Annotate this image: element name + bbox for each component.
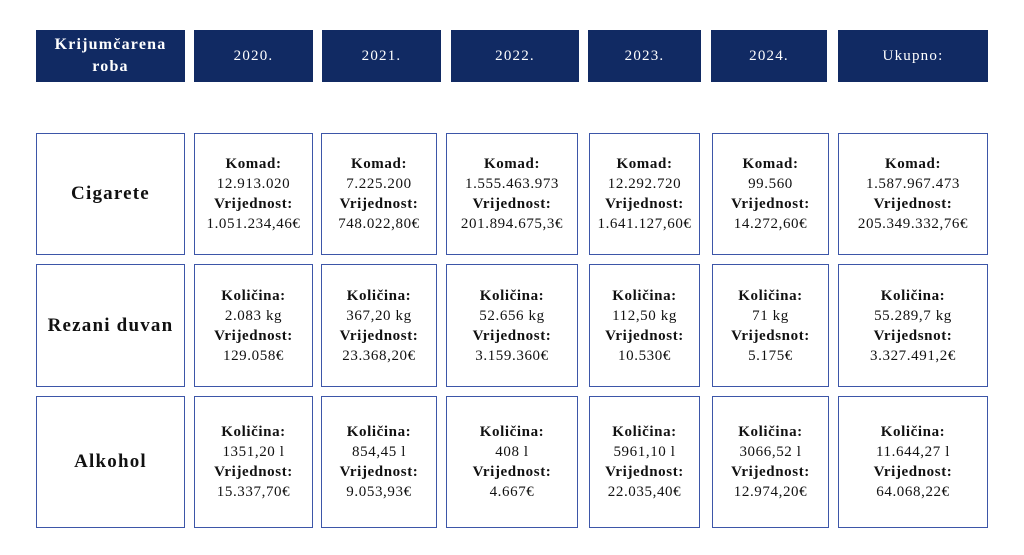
cell-label-value: Vrijednost: — [339, 327, 419, 344]
cell-label-value: Vrijednost: — [472, 196, 552, 212]
cell-quantity-value: 1.555.463.973 — [464, 176, 560, 192]
row-label: Rezani duvan — [36, 264, 185, 387]
cell-label-value: Vrijednost: — [339, 196, 419, 212]
cell-quantity-value: 11.644,27 l — [876, 444, 950, 460]
table-cell — [589, 396, 700, 528]
table-cell — [589, 264, 700, 387]
cell-value: 201.894.675,3€ — [460, 216, 564, 232]
cell-label-quantity: Količina: — [880, 287, 946, 304]
cell-label-value: Vrijednost: — [472, 464, 552, 480]
cell-label-quantity: Količina: — [612, 424, 677, 440]
cell-label-value: Vrijednost: — [339, 464, 419, 480]
cell-quantity-value: 2.083 kg — [224, 307, 283, 324]
table-cell — [712, 396, 829, 528]
cell-value: 10.530€ — [618, 347, 671, 364]
cell-value: 15.337,70€ — [216, 484, 291, 500]
cell-label-value: Vrijednost: — [605, 327, 684, 344]
table-cell — [446, 396, 578, 528]
table-cell — [194, 133, 313, 255]
cell-label-quantity: Komad: — [884, 156, 942, 172]
cell-value: 748.022,80€ — [338, 216, 420, 232]
table-cell — [194, 396, 313, 528]
table-cell — [321, 396, 437, 528]
table-cell — [321, 133, 437, 255]
cell-quantity-value: 112,50 kg — [612, 307, 677, 324]
header-goods: Krijumčarena roba — [36, 30, 185, 82]
cell-label-quantity: Komad: — [616, 156, 673, 172]
cell-quantity-value: 367,20 kg — [346, 307, 412, 324]
cell-quantity-value: 3066,52 l — [739, 444, 802, 460]
header-col-2: 2021. — [322, 30, 441, 82]
cell-label-quantity: Komad: — [225, 156, 282, 172]
header-col-6: Ukupno: — [838, 30, 988, 82]
cell-value: 3.159.360€ — [475, 347, 549, 364]
cell-value: 64.068,22€ — [876, 484, 950, 500]
header-col-1: 2020. — [194, 30, 313, 82]
header-col-3: 2022. — [451, 30, 579, 82]
cell-value: 14.272,60€ — [733, 216, 808, 232]
cell-value: 12.974,20€ — [733, 484, 808, 500]
cell-value: 1.051.234,46€ — [206, 216, 301, 232]
cell-label-quantity: Komad: — [742, 156, 799, 172]
cell-label-quantity: Količina: — [738, 287, 803, 304]
table-cell — [446, 133, 578, 255]
cell-label-value: Vrijednost: — [214, 196, 293, 212]
table-cell — [712, 264, 829, 387]
cell-label-quantity: Količina: — [479, 287, 545, 304]
cell-quantity-value: 854,45 l — [352, 444, 406, 460]
cell-label-quantity: Količina: — [612, 287, 677, 304]
cell-quantity-value: 12.913.020 — [216, 176, 291, 192]
cell-label-value: Vrijedsnot: — [873, 327, 953, 344]
cell-value: 129.058€ — [222, 347, 285, 364]
cell-label-value: Vrijednost: — [214, 464, 293, 480]
table-cell — [838, 264, 988, 387]
cell-quantity-value: 1351,20 l — [222, 444, 285, 460]
cell-quantity-value: 12.292.720 — [607, 176, 682, 192]
cell-label-value: Vrijednost: — [605, 464, 684, 480]
cell-quantity-value: 7.225.200 — [346, 176, 412, 192]
cell-value: 23.368,20€ — [342, 347, 416, 364]
cell-label-value: Vrijednost: — [731, 464, 810, 480]
cell-quantity-value: 55.289,7 kg — [874, 307, 952, 324]
cell-value: 3.327.491,2€ — [870, 347, 956, 364]
cell-label-value: Vrijednost: — [873, 196, 953, 212]
cell-label-value: Vrijedsnot: — [731, 327, 810, 344]
cell-label-quantity: Količina: — [880, 424, 946, 440]
cell-quantity-value: 408 l — [495, 444, 529, 460]
cell-label-value: Vrijednost: — [605, 196, 684, 212]
table-cell — [838, 396, 988, 528]
cell-label-value: Vrijednost: — [214, 327, 293, 344]
cell-quantity-value: 71 kg — [752, 307, 789, 324]
header-col-4: 2023. — [588, 30, 701, 82]
cell-value: 9.053,93€ — [346, 484, 412, 500]
cell-quantity-value: 5961,10 l — [613, 444, 676, 460]
cell-value: 4.667€ — [489, 484, 535, 500]
cell-quantity-value: 52.656 kg — [479, 307, 545, 324]
cell-label-quantity: Količina: — [221, 287, 286, 304]
cell-label-value: Vrijednost: — [472, 327, 552, 344]
cell-value: 205.349.332,76€ — [857, 216, 969, 232]
cell-label-quantity: Količina: — [346, 424, 412, 440]
header-col-5: 2024. — [711, 30, 827, 82]
cell-label-quantity: Količina: — [221, 424, 286, 440]
cell-value: 22.035,40€ — [607, 484, 682, 500]
table-cell — [589, 133, 700, 255]
row-label: Cigarete — [36, 133, 185, 255]
cell-label-quantity: Količina: — [479, 424, 545, 440]
table-cell — [446, 264, 578, 387]
table-cell — [712, 133, 829, 255]
row-label: Alkohol — [36, 396, 185, 528]
cell-quantity-value: 99.560 — [748, 176, 793, 192]
cell-label-value: Vrijednost: — [873, 464, 953, 480]
table-cell — [838, 133, 988, 255]
cell-label-quantity: Komad: — [350, 156, 408, 172]
cell-value: 5.175€ — [748, 347, 793, 364]
cell-value: 1.641.127,60€ — [597, 216, 692, 232]
table-cell — [321, 264, 437, 387]
cell-label-quantity: Količina: — [738, 424, 803, 440]
cell-label-quantity: Komad: — [483, 156, 541, 172]
cell-label-value: Vrijednost: — [731, 196, 810, 212]
cell-quantity-value: 1.587.967.473 — [865, 176, 961, 192]
cell-label-quantity: Količina: — [346, 287, 412, 304]
table-cell — [194, 264, 313, 387]
